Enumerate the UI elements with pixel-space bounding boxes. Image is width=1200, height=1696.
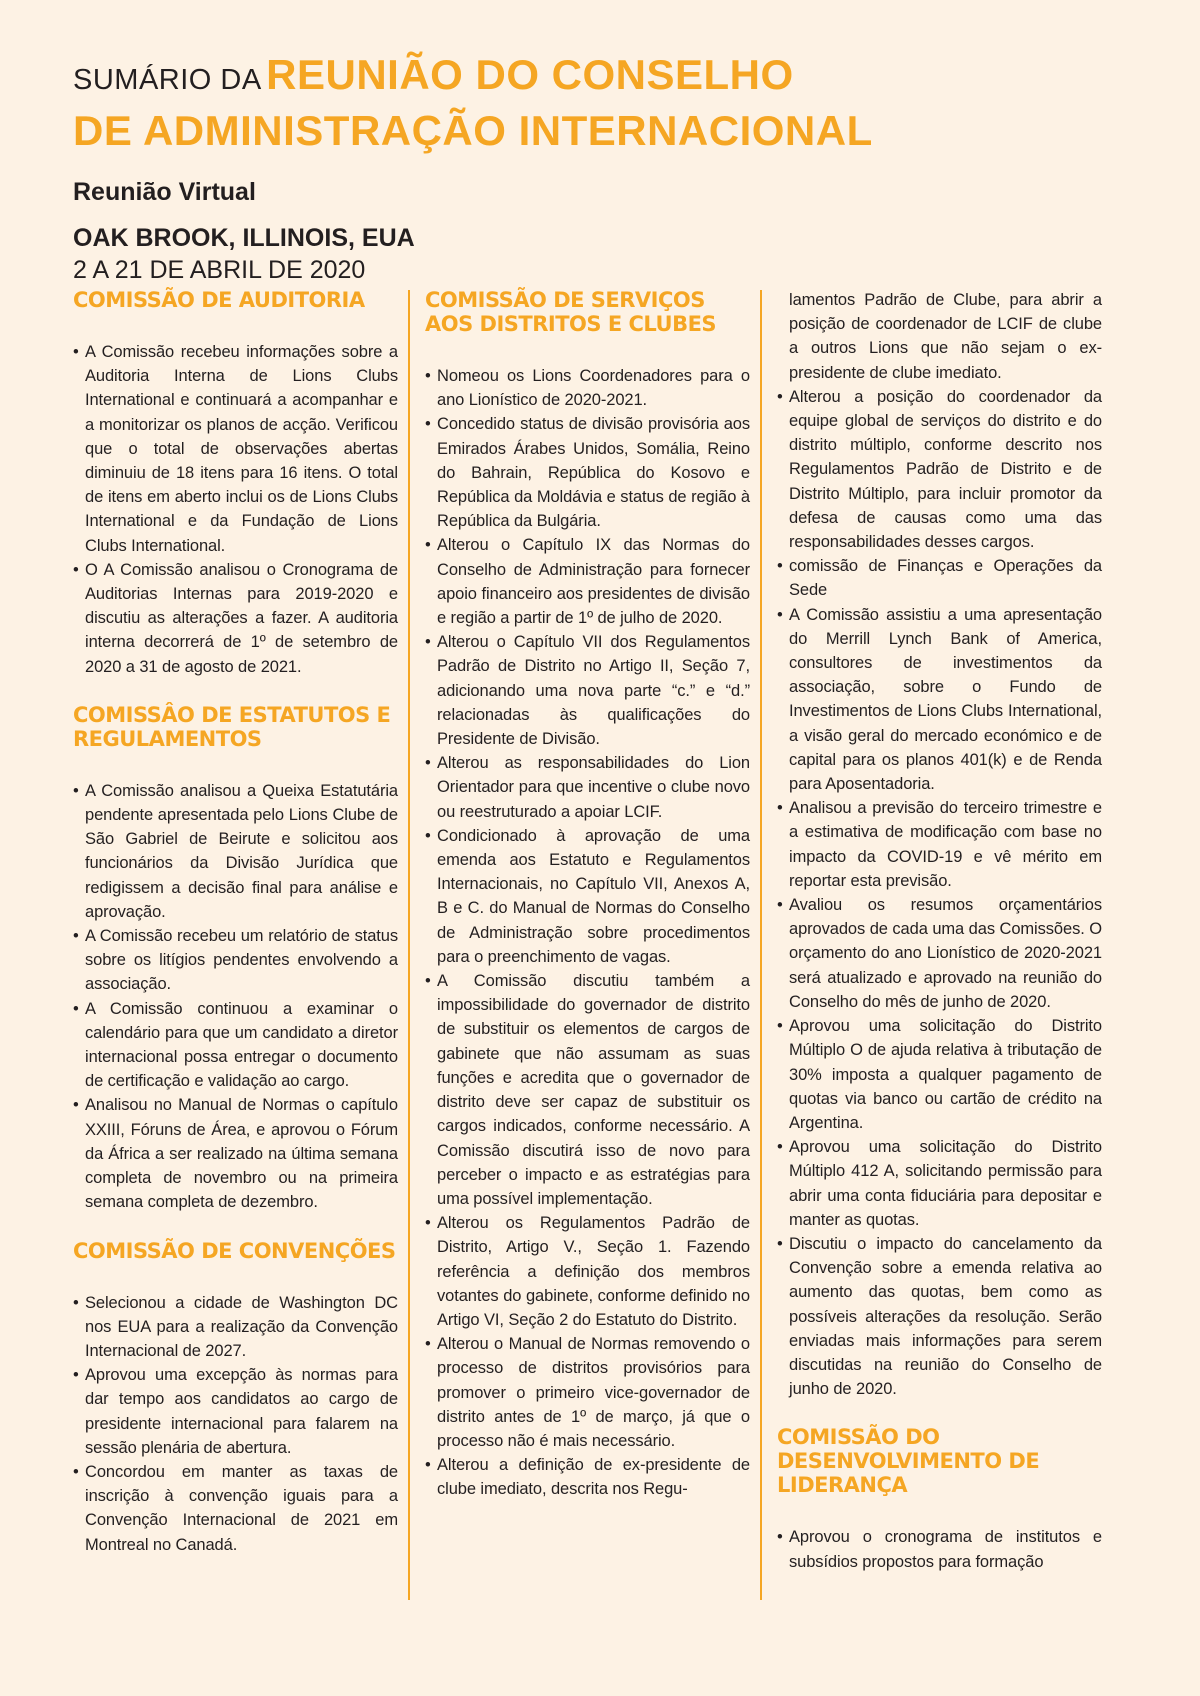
list-item-continuation: lamentos Padrão de Clube, para abrir a posição de coordenador de LCIF de clube a outros Lions que não sejam o ex-presidente de clube imediato. [789, 291, 1102, 382]
list-item: • O A Comissão analisou o Cronograma de Auditorias Internas para 2019-2020 e discutiu as alterações a fazer. A auditoria interna decorrerá de 1º de setembro de 2020 a 31 de agosto de 2021. [73, 558, 398, 679]
column-divider [408, 290, 410, 1600]
list-item: • Selecionou a cidade de Washington DC nos EUA para a realização da Convenção Internacional de 2027. [73, 1291, 398, 1364]
list-item: • A Comissão analisou a Queixa Estatutária pendente apresentada pelo Lions Clube de São Gabriel de Beirute e solicitou aos funcionários da Divisão Jurídica que redigissem a decisão final para análise e aprovação. [73, 779, 398, 924]
title-line-1 [73, 52, 1133, 108]
list-item: • Aprovou o cronograma de institutos e subsídios propostos para formação [777, 1525, 1102, 1573]
list-item: • Alterou o Capítulo VII dos Regulamentos Padrão de Distrito no Artigo II, Seção 7, adicionando uma nova parte “c.” e “d.” relacionadas às qualificações do Presidente de Divisão. [425, 630, 750, 751]
list-item: • Aprovou uma solicitação do Distrito Múltiplo 412 A, solicitando permissão para abrir uma conta fiduciária para depositar e manter as quotas. [777, 1135, 1102, 1232]
list-item: • Concordou em manter as taxas de inscrição à convenção iguais para a Convenção Internacional de 2021 em Montreal no Canadá. [73, 1460, 398, 1557]
list-item: • A Comissão recebeu informações sobre a Auditoria Interna de Lions Clubs International e continuará a acompanhar e a monitorizar os planos de acção. Verificou que o total de observações abertas diminuiu de 18 itens para 16 itens. O total de itens em aberto inclui os de Lions Clubs International e da Fundação de Lions Clubs International. [73, 340, 398, 558]
section-heading-auditoria: COMISSÃO DE AUDITORIA [73, 288, 365, 312]
list-item: • Concedido status de divisão provisória aos Emirados Árabes Unidos, Somália, Reino do Bahrain, República do Kosovo e República da Moldávia e status de região à República da Bulgária. [425, 412, 750, 533]
column-3 [777, 288, 1102, 1574]
column-divider [760, 290, 762, 1600]
title-lead: SUMÁRIO DA [73, 64, 262, 96]
section-heading-estatutos: COMISSÂO DE ESTATUTOS E REGULAMENTOS [73, 702, 391, 751]
list-item: • Alterou as responsabilidades do Lion Orientador para que incentive o clube novo ou reestruturado a apoiar LCIF. [425, 751, 750, 824]
list-item: • A Comissão discutiu também a impossibilidade do governador de distrito de substituir os elementos de cargos de gabinete que não assumam as suas funções e acredita que o governador de distrito deve ser capaz de substituir os cargos indicados, conforme necessário. A Comissão discutirá isso de novo para perceber o impacto e as estratégias para uma possível implementação. [425, 969, 750, 1211]
list-item: • A Comissão assistiu a uma apresentação do Merrill Lynch Bank of America, consultores de investimentos da associação, sobre o Fundo de Investimentos de Lions Clubs International, a visão geral do mercado económico e de capital para os planos 401(k) e de Renda para Aposentadoria. [777, 603, 1102, 797]
page-header [73, 52, 1133, 286]
list-item: • Alterou a definição de ex-presidente de clube imediato, descrita nos Regu- [425, 1453, 750, 1501]
column-2 [425, 288, 750, 1502]
section-heading-convencoes: COMISSÃO DE CONVENÇÕES [73, 1238, 396, 1263]
title-line-2 [73, 108, 1133, 164]
list-item: • Nomeou os Lions Coordenadores para o ano Lionístico de 2020-2021. [425, 364, 750, 412]
list-item: • Aprovou uma excepção às normas para dar tempo aos candidatos ao cargo de presidente internacional para falarem na sessão plenária de abertura. [73, 1363, 398, 1460]
list-item: • Alterou a posição do coordenador da equipe global de serviços do distrito e do distrito múltiplo, conforme descrito nos Regulamentos Padrão de Distrito e de Distrito Múltiplo, para incluir promotor da defesa de causas como uma das responsabilidades desses cargos. [777, 385, 1102, 554]
list-item: • A Comissão continuou a examinar o calendário para que um candidato a diretor internacional possa entregar o documento de certificação e validação ao cargo. [73, 997, 398, 1094]
section-list-servicos [425, 364, 750, 1502]
title-main-part-1: REUNIÃO DO CONSELHO [266, 51, 794, 98]
list-item: • Alterou o Capítulo IX das Normas do Conselho de Administração para fornecer apoio financeiro aos presidentes de divisão e região a partir de 1º de julho de 2020. [425, 533, 750, 630]
section-heading-lideranca: COMISSÃO DO DESENVOLVIMENTO DE LIDERANÇA [777, 1425, 1040, 1498]
list-item: • Analisou a previsão do terceiro trimestre e a estimativa de modificação com base no impacto da COVID-19 e vê mérito em reportar esta previsão. [777, 796, 1102, 893]
list-item: • Analisou no Manual de Normas o capítulo XXIII, Fóruns de Área, e aprovou o Fórum da África a ser realizado na última semana completa de novembro ou na primeira semana completa de dezembro. [73, 1093, 398, 1214]
list-item: • Alterou os Regulamentos Padrão de Distrito, Artigo V., Seção 1. Fazendo referência a definição dos membros votantes do gabinete, conforme definido no Artigo VI, Seção 2 do Estatuto do Distrito. [425, 1211, 750, 1332]
meeting-subtitle: Reunião Virtual [73, 178, 256, 206]
title-main-part-2: DE ADMINISTRAÇÃO INTERNACIONAL [73, 107, 873, 154]
article-columns [0, 288, 1200, 1608]
section-list-lideranca [777, 1525, 1102, 1573]
section-list-convencoes [73, 1291, 398, 1557]
section-list-estatutos [73, 779, 398, 1215]
list-item: • Avaliou os resumos orçamentários aprovados de cada uma das Comissões. O orçamento do ano Lionístico de 2020-2021 será atualizado e aprovado na reunião do Conselho do mês de junho de 2020. [777, 893, 1102, 1014]
list-item: • Condicionado à aprovação de uma emenda aos Estatuto e Regulamentos Internacionais, no Capítulo VII, Anexos A, B e C. do Manual de Normas do Conselho de Administração sobre procedimentos para o preenchimento de vagas. [425, 824, 750, 969]
section-list-servicos-continued [777, 288, 1102, 1401]
meeting-location: OAK BROOK, ILLINOIS, EUA [73, 224, 415, 252]
list-item: • Aprovou uma solicitação do Distrito Múltiplo O de ajuda relativa à tributação de 30% imposta a qualquer pagamento de quotas via banco ou cartão de crédito na Argentina. [777, 1014, 1102, 1135]
list-item: • A Comissão recebeu um relatório de status sobre os litígios pendentes envolvendo a associação. [73, 924, 398, 997]
list-item: • Alterou o Manual de Normas removendo o processo de distritos provisórios para promover o primeiro vice-governador de distrito antes de 1º de março, já que o processo não é mais necessário. [425, 1332, 750, 1453]
section-heading-servicos: COMISSÃO DE SERVIÇOS AOS DISTRITOS E CLUBES [425, 288, 717, 336]
list-item: • Discutiu o impacto do cancelamento da Convenção sobre a emenda relativa ao aumento das quotas, bem como as possíveis alterações da resolução. Serão enviadas mais informações para serem discutidas na reunião do Conselho de junho de 2020. [777, 1232, 1102, 1401]
meeting-dates: 2 A 21 DE ABRIL DE 2020 [73, 256, 366, 284]
column-1 [73, 288, 398, 1557]
list-item: • comissão de Finanças e Operações da Sede [777, 554, 1102, 602]
section-list-auditoria [73, 340, 398, 679]
